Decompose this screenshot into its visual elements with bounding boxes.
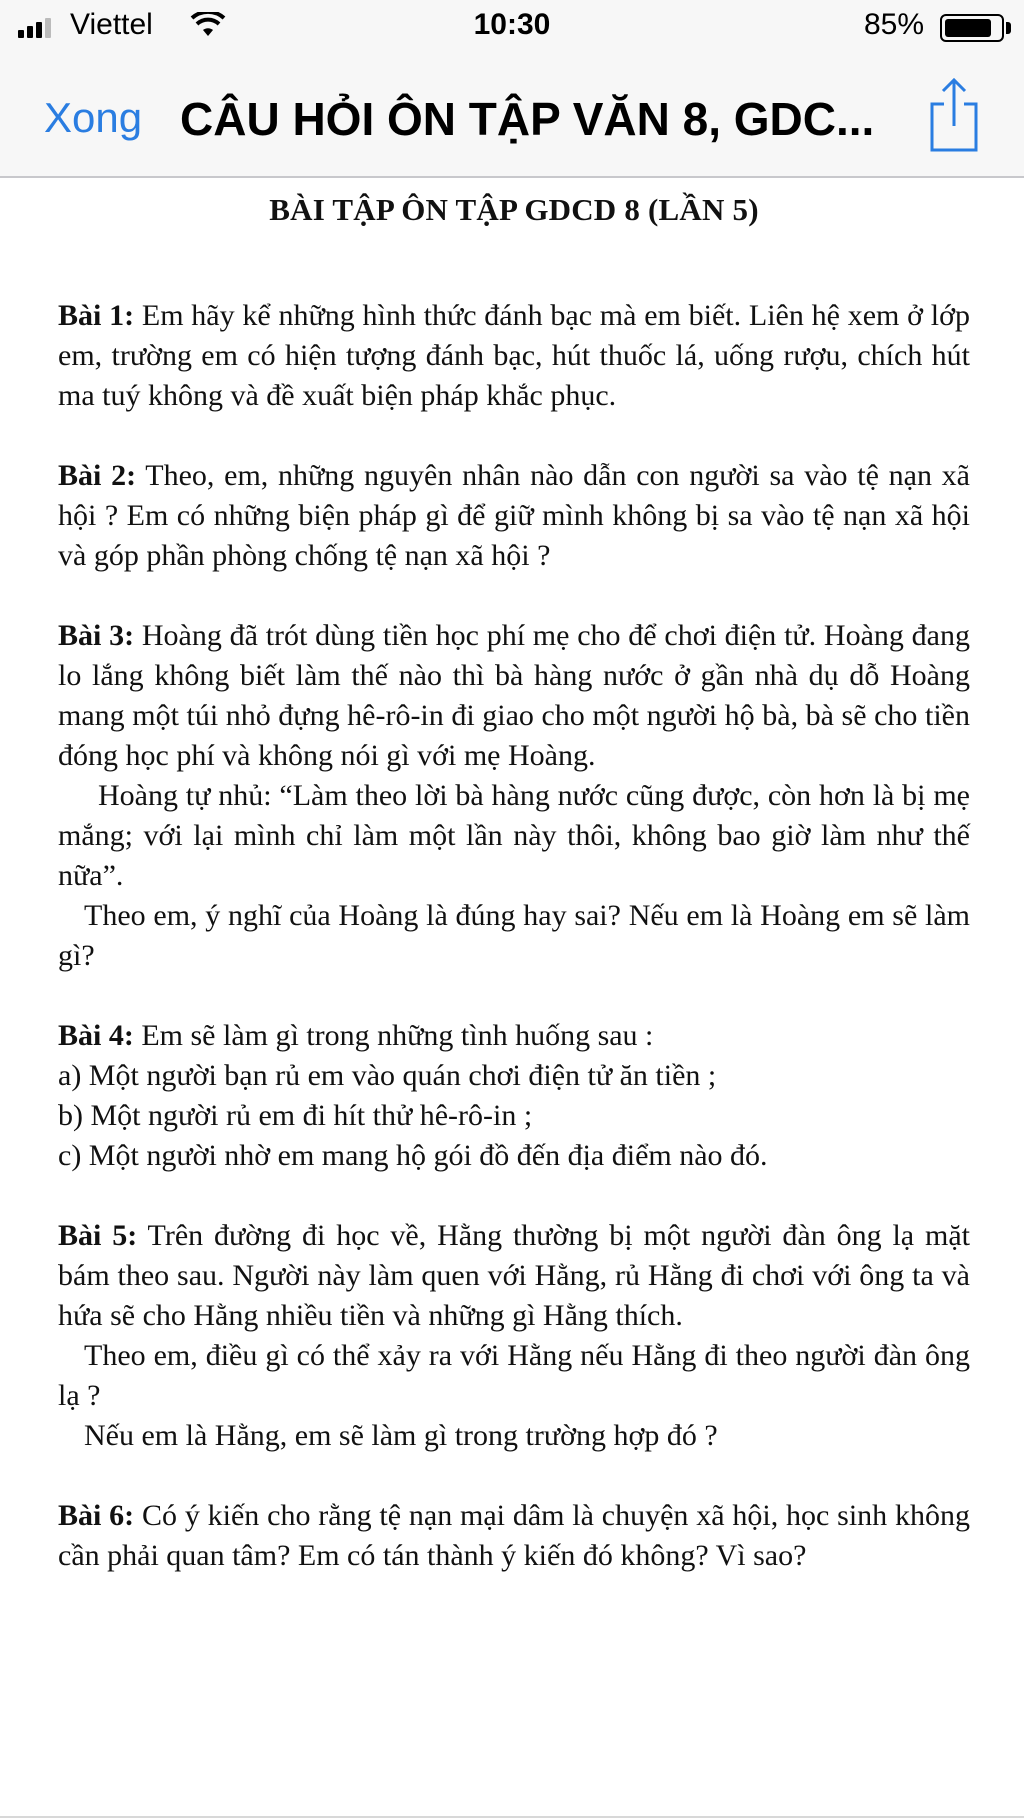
question-label: Bài 6:: [58, 1499, 135, 1532]
question-label: Bài 2:: [58, 459, 137, 492]
share-icon[interactable]: [924, 76, 984, 156]
question-label: Bài 4:: [58, 1019, 134, 1052]
question-label: Bài 1:: [58, 299, 135, 332]
option-c: c) Một người nhờ em mang hộ gói đồ đến địa điểm nào đó.: [58, 1139, 768, 1172]
battery-icon: [940, 14, 1004, 42]
battery-level: [945, 19, 991, 37]
question-paragraph: Nếu em là Hằng, em sẽ làm gì trong trường hợp đó ?: [84, 1419, 718, 1452]
document-title: CÂU HỎI ÔN TẬP VĂN 8, GDC...: [180, 93, 875, 145]
question-label: Bài 5:: [58, 1219, 138, 1252]
question-3: [58, 616, 970, 976]
battery-tip: [1006, 22, 1011, 34]
option-b: b) Một người rủ em đi hít thử hê-rô-in ;: [58, 1099, 533, 1132]
battery-percent: 85%: [863, 8, 924, 41]
question-text: Em sẽ làm gì trong những tình huống sau :: [133, 1019, 654, 1052]
document-body: [58, 190, 970, 1616]
question-text: Có ý kiến cho rằng tệ nạn mại dâm là chuyện xã hội, học sinh không cần phải quan tâm? Em có tán thành ý kiến đó không? Vì sao?: [58, 1499, 971, 1572]
option-a: a) Một người bạn rủ em vào quán chơi điện tử ăn tiền ;: [58, 1059, 717, 1092]
question-5: [58, 1216, 970, 1456]
done-button[interactable]: Xong: [44, 94, 143, 141]
question-2: [58, 456, 970, 576]
status-bar: [0, 0, 1024, 56]
bottom-divider: [0, 1816, 1024, 1818]
carrier-name: Viettel: [70, 8, 153, 41]
question-text: Hoàng đã trót dùng tiền học phí mẹ cho để chơi điện tử. Hoàng đang lo lắng không biết làm thế nào thì bà hàng nước ở gần nhà dụ dỗ Hoàng mang một túi nhỏ đựng hê-rô-in đi giao cho một người hộ bà, bà sẽ cho tiền đóng học phí và không nói gì với mẹ Hoàng.: [58, 619, 970, 772]
navigation-bar: [0, 56, 1024, 178]
question-1: [58, 296, 970, 416]
question-paragraph: Theo em, điều gì có thể xảy ra với Hằng nếu Hằng đi theo người đàn ông lạ ?: [58, 1339, 970, 1412]
doc-heading: BÀI TẬP ÔN TẬP GDCD 8 (LẦN 5): [269, 192, 759, 227]
question-paragraph: Theo em, ý nghĩ của Hoàng là đúng hay sai? Nếu em là Hoàng em sẽ làm gì?: [58, 899, 970, 972]
question-4: [58, 1016, 970, 1176]
question-paragraph: Hoàng tự nhủ: “Làm theo lời bà hàng nước cũng được, còn hơn là bị mẹ mắng; với lại mình chỉ làm một lần này thôi, không bao giờ làm như thế nữa”.: [58, 779, 970, 892]
question-text: Theo, em, những nguyên nhân nào dẫn con người sa vào tệ nạn xã hội ? Em có những biện pháp gì để giữ mình không bị sa vào tệ nạn xã hội và góp phần phòng chống tệ nạn xã hội ?: [58, 459, 970, 572]
question-label: Bài 3:: [58, 619, 135, 652]
question-text: Em hãy kể những hình thức đánh bạc mà em biết. Liên hệ xem ở lớp em, trường em có hiện tượng đánh bạc, hút thuốc lá, uống rượu, chích hút ma tuý không và đề xuất biện pháp khắc phục.: [58, 299, 970, 412]
question-6: [58, 1496, 970, 1576]
status-time: 10:30: [473, 8, 551, 41]
question-text: Trên đường đi học về, Hằng thường bị một người đàn ông lạ mặt bám theo sau. Người này làm quen với Hằng, rủ Hằng đi chơi với ông ta và hứa sẽ cho Hằng nhiều tiền và những gì Hằng thích.: [58, 1219, 970, 1332]
